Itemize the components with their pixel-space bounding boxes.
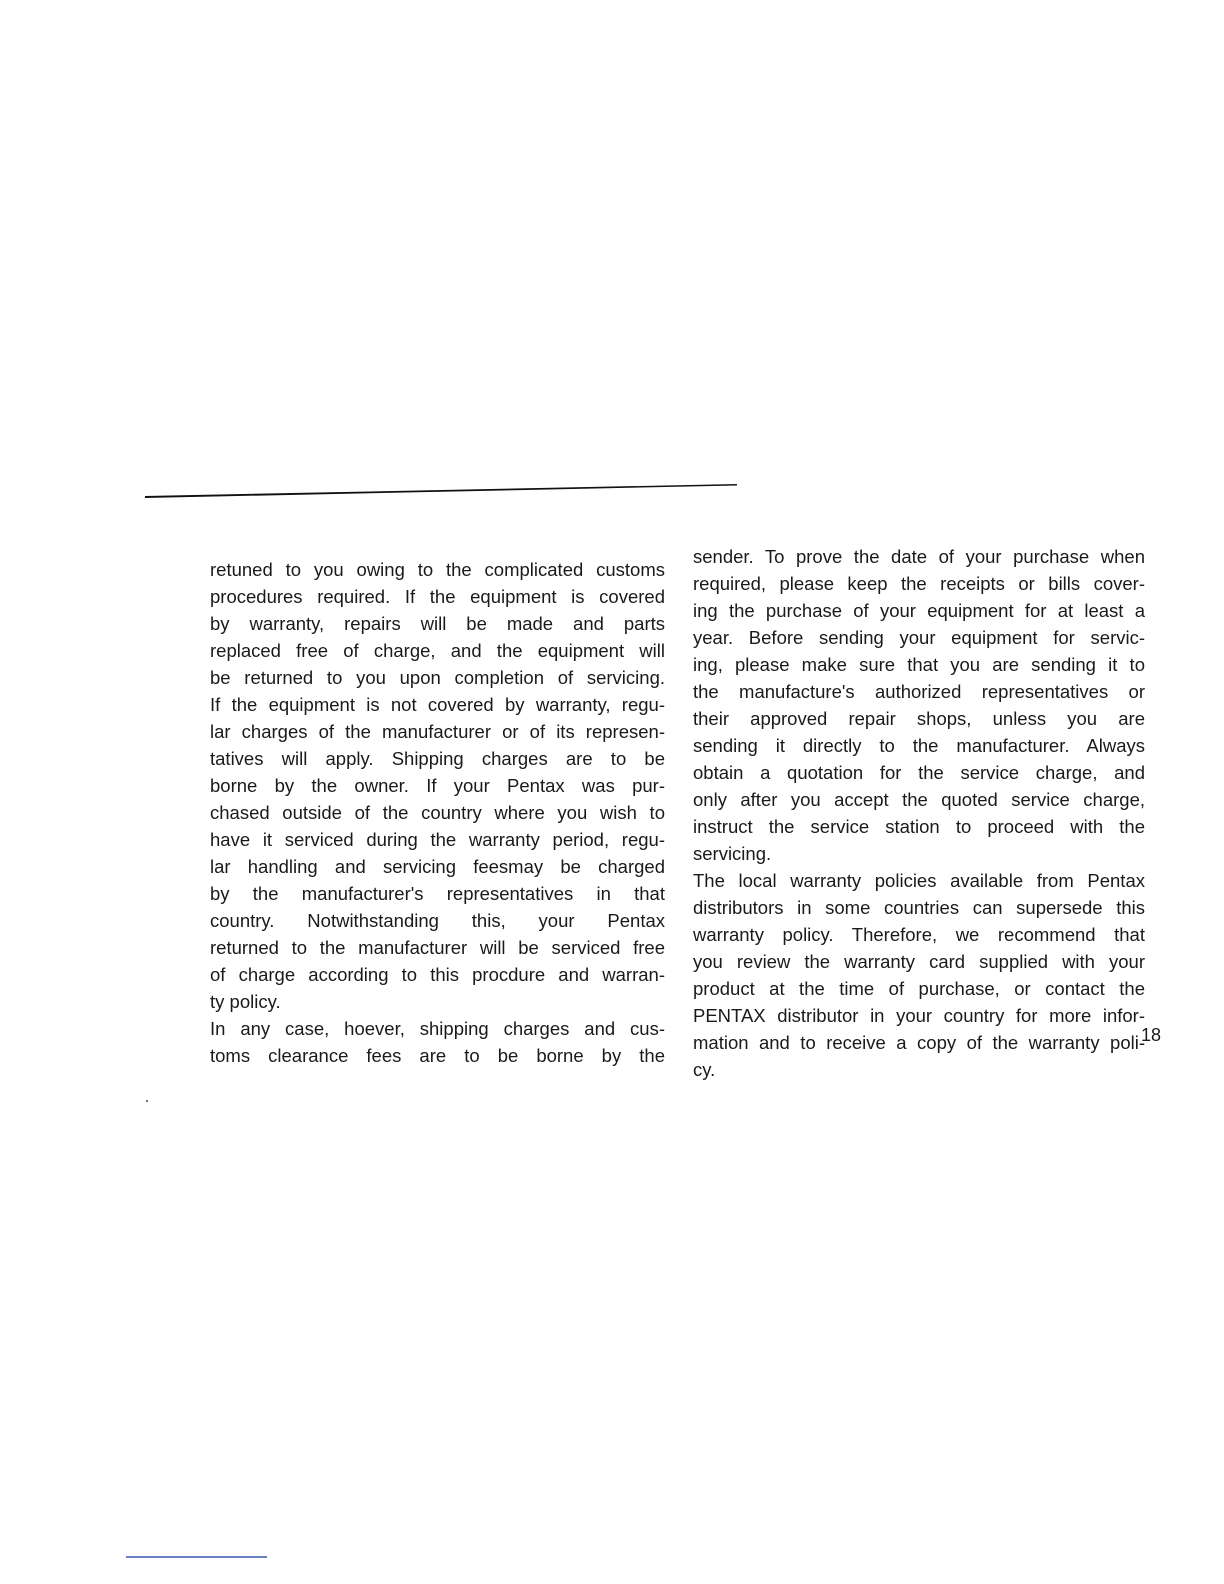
body-text-line: be returned to you upon completion of servicing. — [210, 667, 665, 688]
body-text-line: replaced free of charge, and the equipment will — [210, 640, 665, 661]
body-text-line: procedures required. If the equipment is covered — [210, 586, 665, 607]
right-text-column — [693, 543, 1145, 1083]
body-text-line: In any case, hoever, shipping charges and cus- — [210, 1018, 665, 1039]
body-text-line: distributors in some countries can supersede this — [693, 897, 1145, 918]
body-text-line: If the equipment is not covered by warranty, regu- — [210, 694, 665, 715]
page-number: 18 — [1141, 1025, 1162, 1045]
body-text-line: retuned to you owing to the complicated customs — [210, 559, 665, 580]
footer-rule — [126, 1556, 267, 1558]
body-text-line: warranty policy. Therefore, we recommend that — [693, 924, 1145, 945]
body-text-line: by warranty, repairs will be made and parts — [210, 613, 665, 634]
body-text-line: The local warranty policies available from Pentax — [693, 870, 1145, 891]
body-text-line: lar handling and servicing feesmay be charged — [210, 856, 665, 877]
body-text-line: have it serviced during the warranty period, regu- — [210, 829, 665, 850]
body-text-line: ing, please make sure that you are sending it to — [693, 654, 1145, 675]
body-text-line: you review the warranty card supplied with your — [693, 951, 1145, 972]
body-text-line: of charge according to this procdure and warran- — [210, 964, 665, 985]
body-text-line: lar charges of the manufacturer or of its represen- — [210, 721, 665, 742]
scan-speck — [146, 1100, 148, 1102]
body-text-line: product at the time of purchase, or contact the — [693, 978, 1145, 999]
body-text-line: obtain a quotation for the service charge, and — [693, 762, 1145, 783]
body-text-line: only after you accept the quoted service charge, — [693, 789, 1145, 810]
body-text-line: returned to the manufacturer will be serviced free — [210, 937, 665, 958]
body-text-line: ing the purchase of your equipment for at least a — [693, 600, 1145, 621]
body-text-line: instruct the service station to proceed with the — [693, 816, 1145, 837]
body-text-line: tatives will apply. Shipping charges are to be — [210, 748, 665, 769]
body-text-line: the manufacture's authorized representatives or — [693, 681, 1145, 702]
body-text-line: their approved repair shops, unless you are — [693, 708, 1145, 729]
body-text-line: required, please keep the receipts or bills cover- — [693, 573, 1145, 594]
body-text-line: cy. — [693, 1059, 716, 1080]
body-text-line: borne by the owner. If your Pentax was pur- — [210, 775, 665, 796]
body-text-line: toms clearance fees are to be borne by the — [210, 1045, 665, 1066]
left-text-column — [210, 556, 665, 1069]
body-text-line: mation and to receive a copy of the warranty poli- — [693, 1032, 1145, 1053]
body-text-line: by the manufacturer's representatives in that — [210, 883, 665, 904]
body-text-line: ty policy. — [210, 991, 281, 1012]
body-text-line: sender. To prove the date of your purchase when — [693, 546, 1145, 567]
body-text-line: servicing. — [693, 843, 772, 864]
body-text-line: chased outside of the country where you wish to — [210, 802, 665, 823]
body-text-line: country. Notwithstanding this, your Pentax — [210, 910, 665, 931]
body-text-line: sending it directly to the manufacturer. Always — [693, 735, 1145, 756]
body-text-line: year. Before sending your equipment for servic- — [693, 627, 1145, 648]
body-text-line: PENTAX distributor in your country for more infor- — [693, 1005, 1145, 1026]
header-rule — [145, 484, 737, 498]
